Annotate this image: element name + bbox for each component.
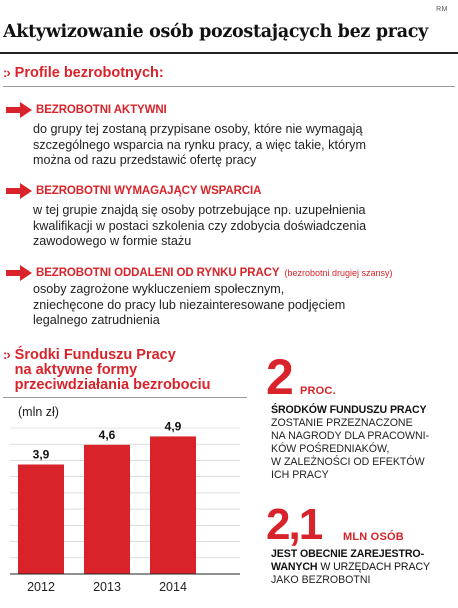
description-line: do grupy tej zostaną przypisane osoby, które nie wymagają [33,122,363,136]
red-arrow-icon [6,265,32,281]
y-axis-label: (mln zł) [18,405,59,419]
profile-item-active [6,102,167,118]
title-divider [0,52,458,54]
funds-heading-line: na aktywne formy [14,362,138,379]
fact-bold-text [271,404,427,417]
corner-tag: RM [436,6,448,13]
x-tick-2014: 2014 [159,580,187,594]
x-tick-2013: 2013 [93,580,121,594]
fact-text [271,574,370,587]
red-arrow-icon [6,183,32,199]
profile-item-title: BEZROBOTNI ODDALENI OD RYNKU PRACY [36,267,280,279]
page-title: Aktywizowanie osób pozostających bez pracy [3,22,428,42]
fact-text-line: ZOSTANIE PRZEZNACZONE [271,417,413,429]
description-line: można od razu przedstawić ofertę pracy [33,153,257,167]
fact-text-line: NA NAGRODY DLA PRACOWNI- [271,430,430,442]
profile-item-support [6,183,261,199]
chart-x-ticks [27,580,187,594]
fact-bold-text [271,548,430,574]
description-line: osoby zagrożone wykluczeniem społecznym, [33,282,285,296]
fact-big-number: 2 [266,349,292,405]
description-line: zniechęcone do pracy lub niezainteresowane podjęciem [33,297,346,312]
fact-big-number: 2,1 [266,500,322,549]
fact-text-line: JAKO BEZROBOTNI [271,574,371,586]
profiles-divider [3,86,455,87]
fact-text-line: KÓW POŚREDNIAKÓW, [271,443,390,455]
fact-unit: MLN OSÓB [343,531,404,543]
funds-bar-chart [0,360,250,605]
red-arrow-icon [6,102,32,118]
value-label-2014: 4,9 [164,419,182,434]
funds-heading-line: przeciwdziałania bezrobociu [14,377,211,394]
description-line: legalnego zatrudnienia [33,313,160,327]
bar-2012 [18,465,64,575]
description-line: w tej grupie znajdą się osoby potrzebujące np. uzupełnienia [33,203,366,217]
profile-item-description [33,282,443,329]
fact-bold-line: ŚRODKÓW FUNDUSZU PRACY [271,404,427,416]
bullet-chevron-icon: :› [3,347,10,362]
profile-item-title: BEZROBOTNI AKTYWNI [36,104,167,116]
description-line: kwalifikacji w postaci szkolenia czy zdobycia doświadczenia [33,218,367,233]
profiles-heading-text: Profile bezrobotnych: [14,65,164,81]
fact-text-line: W ZALEŻNOŚCI OD EFEKTÓW [271,456,425,468]
description-line: zawodowego w formie stażu [33,234,192,248]
fact-bold-line: JEST OBECNIE ZAREJESTRO- [271,548,424,560]
x-tick-2012: 2012 [27,580,55,594]
bar-2014 [150,436,196,574]
fact-unit: PROC. [300,385,336,397]
profile-item-description [33,203,443,250]
profile-item-description [33,122,443,169]
description-line: szczególnego wsparcia na rynku pracy, a więc takie, którym [33,137,366,152]
fact-text-line: W URZĘDACH PRACY [320,561,430,573]
bullet-chevron-icon: :› [3,65,10,80]
profile-item-title: BEZROBOTNI WYMAGAJĄCY WSPARCIA [36,185,262,197]
profiles-heading [3,66,164,81]
bar-2013 [84,445,130,574]
fact-text [271,417,429,482]
fact-text-line: ICH PRACY [271,469,329,481]
funds-heading-line: Środki Funduszu Pracy [14,347,176,363]
profile-item-distant [6,265,393,281]
profile-item-subtitle: (bezrobotni drugiej szansy) [284,268,393,278]
fact-bold-line: WANYCH [271,561,318,573]
value-label-2013: 4,6 [98,427,116,442]
value-label-2012: 3,9 [32,447,50,462]
